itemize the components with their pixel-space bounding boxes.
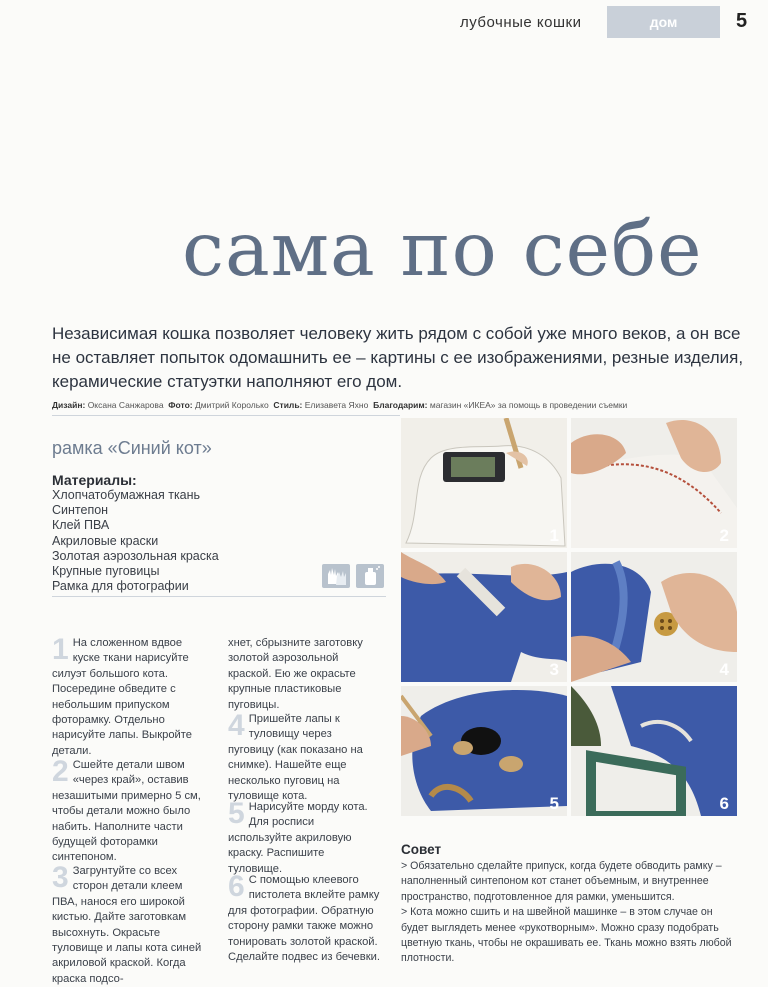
materials-item: Рамка для фотографии	[52, 579, 189, 594]
photo-number: 3	[549, 660, 559, 679]
step-text: хнет, сбрызните заготовку золотой аэрозольной краской. Ею же окрасьте крупные пластиковые пуговицы.	[228, 637, 363, 711]
photo-illustration	[571, 686, 737, 816]
photo-illustration	[401, 552, 567, 682]
divider	[52, 415, 400, 416]
step-2	[52, 755, 204, 866]
credit-style: Елизавета Яхно	[304, 400, 369, 410]
step-number: 6	[228, 870, 245, 903]
lead-paragraph: Независимая кошка позволяет человеку жить рядом с собой уже много веков, а он все не оставляет попыток одомашнить ее – картины с ее изображениями, резные изделия, керамические статуэтки наполняют его дом.	[52, 324, 744, 391]
step-3	[52, 861, 204, 987]
step-photo-5	[401, 686, 567, 816]
credit-design: Оксана Санжарова	[87, 400, 164, 410]
photo-number: 1	[549, 526, 559, 545]
step-5	[228, 797, 380, 877]
step-photo-6	[571, 686, 737, 816]
materials-item: Акриловые краски	[52, 533, 159, 548]
step-3-continued	[228, 636, 378, 713]
credit-thanks-label: Благодарим:	[373, 400, 428, 410]
materials-list	[52, 488, 219, 594]
step-4	[228, 709, 380, 804]
step-text: Пришейте лапы к туловищу через пуговицу (как показано на снимке). Нашейте еще несколько пуговиц на туловище кота.	[228, 713, 363, 803]
photo-number: 6	[719, 794, 729, 813]
section-tab[interactable]	[607, 6, 720, 38]
page-number: 5	[736, 10, 748, 32]
article-title: сама по себе	[182, 205, 703, 293]
step-1	[52, 633, 204, 759]
credit-photo: Дмитрий Королько	[194, 400, 269, 410]
hands-icon	[322, 564, 350, 588]
materials-heading: Материалы:	[52, 472, 137, 488]
credit-design-label: Дизайн:	[52, 400, 86, 410]
credit-photo-label: Фото:	[168, 400, 193, 410]
advice-item: > Обязательно сделайте припуск, когда будете обводить рамку – наполненный синтепоном кот станет объемным, и внутреннее пространство, подготовленное для рамки, уменьшится.	[401, 860, 722, 903]
photo-number: 5	[549, 794, 559, 813]
credits	[52, 400, 752, 410]
step-number: 5	[228, 797, 245, 830]
credit-style-label: Стиль:	[273, 400, 303, 410]
step-number: 1	[52, 633, 69, 666]
step-text: Сшейте детали швом «через край», оставив незашитыми примерно 5 см, чтобы детали можно было набить. Наполните части будущей фоторамки синтепоном.	[52, 759, 201, 864]
step-number: 4	[228, 709, 245, 742]
materials-item: Хлопчатобумажная ткань	[52, 488, 201, 502]
project-subtitle: рамка «Синий кот»	[52, 438, 212, 458]
step-photo-2	[571, 418, 737, 548]
photo-illustration	[401, 686, 567, 816]
step-photo-1	[401, 418, 567, 548]
materials-item: Крупные пуговицы	[52, 564, 160, 579]
step-6	[228, 870, 384, 965]
photo-number: 4	[719, 660, 729, 679]
divider	[52, 596, 386, 597]
credit-thanks: магазин «ИКЕА» за помощь в проведении съемки	[429, 400, 628, 410]
step-number: 3	[52, 861, 69, 894]
photo-illustration	[571, 418, 737, 548]
materials-item: Синтепон	[52, 503, 109, 518]
step-photo-4	[571, 552, 737, 682]
section-label: лубочные кошки	[460, 14, 582, 31]
photo-illustration	[401, 418, 567, 548]
step-number: 2	[52, 755, 69, 788]
step-text: На сложенном вдвое куске ткани нарисуйте силуэт большого кота. Посередине обведите с небольшим припуском фоторамку. Отдельно нарисуйте лапы. Выкройте детали.	[52, 637, 193, 757]
photo-illustration	[571, 552, 737, 682]
materials-item: Клей ПВА	[52, 518, 110, 533]
step-text: Загрунтуйте со всех сторон детали клеем ПВА, нанося его широкой кистью. Дайте заготовкам высохнуть. Окрасьте туловище и лапы кота синей акриловой краской. Когда краска подсо-	[52, 865, 202, 985]
materials-item: Золотая аэрозольная краска	[52, 548, 219, 563]
advice-item: > Кота можно сшить и на швейной машинке – в этом случае он будет выглядеть менее «рукотворным». Можно сразу подобрать цветную ткань, чтобы не окрашивать ее. Ткань можно взять любой плотности.	[401, 906, 732, 965]
photo-number: 2	[719, 526, 729, 545]
advice-heading: Совет	[401, 842, 442, 857]
advice-text	[401, 859, 736, 967]
section-tab-label: дом	[649, 14, 678, 30]
step-text: С помощью клеевого пистолета вклейте рамку для фотографии. Обратную сторону рамки также можно тонировать золотой краской. Сделайте подвес из бечевки.	[228, 874, 380, 964]
step-text: Нарисуйте морду кота. Для росписи используйте акриловую краску. Распишите туловище.	[228, 801, 368, 875]
step-photo-3	[401, 552, 567, 682]
spray-can-icon	[356, 564, 384, 588]
